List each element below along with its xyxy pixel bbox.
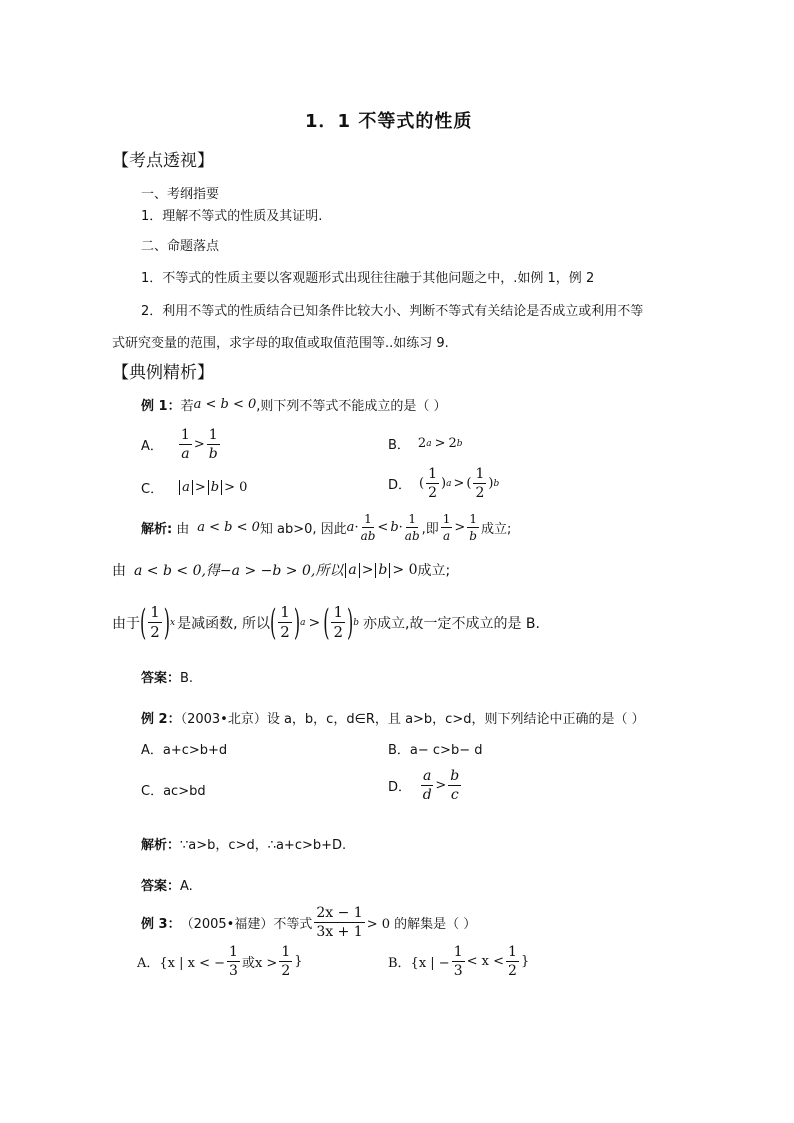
ex2-option-c: C．ac>bd xyxy=(141,784,206,799)
ex2-option-a: A．a+c>b+d xyxy=(141,743,228,758)
ex1-option-b: B． 2 a > 2 b xyxy=(388,436,463,453)
ex1-option-a: A． $\frac{1}{a}$ > $\frac{1}{b}$ xyxy=(141,427,218,462)
ex2-stem: 例 2：（2003•北京）设 a，b，c，d∈R，且 a>b，c>d，则下列结论中正确的是（ ） xyxy=(141,712,645,727)
ex3-stem: 例 3： （2005•福建）不等式 $\frac{2x - 1}{3x + 1}$ > 0 的解集是（ ） xyxy=(141,905,477,940)
kaodian-heading-1: 一、考纲指要 xyxy=(141,187,220,202)
kaodian-heading-2: 二、命题落点 xyxy=(141,239,220,254)
ex1-analysis-line-1: 解析: 由 a < b < 0 知 ab>0, 因此 a · $\frac{1}{ab}$ < b · $\frac{1}{ab}$ ,即 $\frac{1}{a}$ > $\frac{1}{b}$ 成立; xyxy=(141,512,512,543)
kaodian-point-1: 1．理解不等式的性质及其证明. xyxy=(141,209,323,224)
ex2-analysis: 解析：∵a>b，c>d，∴a+c>b+D. xyxy=(141,838,347,853)
ex1-analysis-line-2: 由 a < b < 0,得−a > −b > 0,所以 a > b > 0 成立; xyxy=(112,561,451,579)
ex1-label: 例 1： xyxy=(141,399,181,414)
ex2-label: 例 2： xyxy=(141,712,181,727)
ex1-analysis-line-3: 由于 ( $\frac{1}{2}$ ) x 是减函数, 所以 ( $\frac{1}{2}$ ) a > ( $\frac{1}{2}$ ) b 亦成立,故一定不成立的是 B. xyxy=(112,601,540,644)
ex2-answer: 答案：A. xyxy=(141,879,193,894)
ex1-option-c: C． a > b > 0 xyxy=(141,480,248,497)
ex1-answer: 答案：B. xyxy=(141,671,194,686)
page-title: 1．1 不等式的性质 xyxy=(305,111,473,132)
kaodian-point-2: 1．不等式的性质主要以客观题形式出现往往融于其他问题之中，.如例 1，例 2 xyxy=(141,271,595,286)
ex1-analysis-label: 解析: xyxy=(141,522,173,537)
ex3-option-a: A．{x | x < − $\frac{1}{3}$ 或x > $\frac{1}{2}$ } xyxy=(137,944,303,979)
kaodian-point-3-cont: 式研究变量的范围，求字母的取值或取值范围等..如练习 9. xyxy=(112,336,449,351)
ex2-option-d: D． $\frac{a}{d}$ > $\frac{b}{c}$ xyxy=(388,768,460,803)
ex3-label: 例 3： xyxy=(141,917,181,932)
ex2-option-b: B．a− c>b− d xyxy=(388,743,483,758)
ex3-option-b: B．{x | − $\frac{1}{3}$ < x < $\frac{1}{2}$ } xyxy=(388,944,530,979)
section-dianli: 【典例精析】 xyxy=(112,363,214,383)
ex1-option-d: D． ( $\frac{1}{2}$ ) a > ( $\frac{1}{2}$ ) b xyxy=(388,466,500,501)
kaodian-point-3: 2．利用不等式的性质结合已知条件比较大小、判断不等式有关结论是否成立或利用不等 xyxy=(141,304,644,319)
section-kaodian: 【考点透视】 xyxy=(112,151,214,171)
ex1-stem: 例 1： 若 a < b < 0 ,则下列不等式不能成立的是（ ） xyxy=(141,397,447,414)
